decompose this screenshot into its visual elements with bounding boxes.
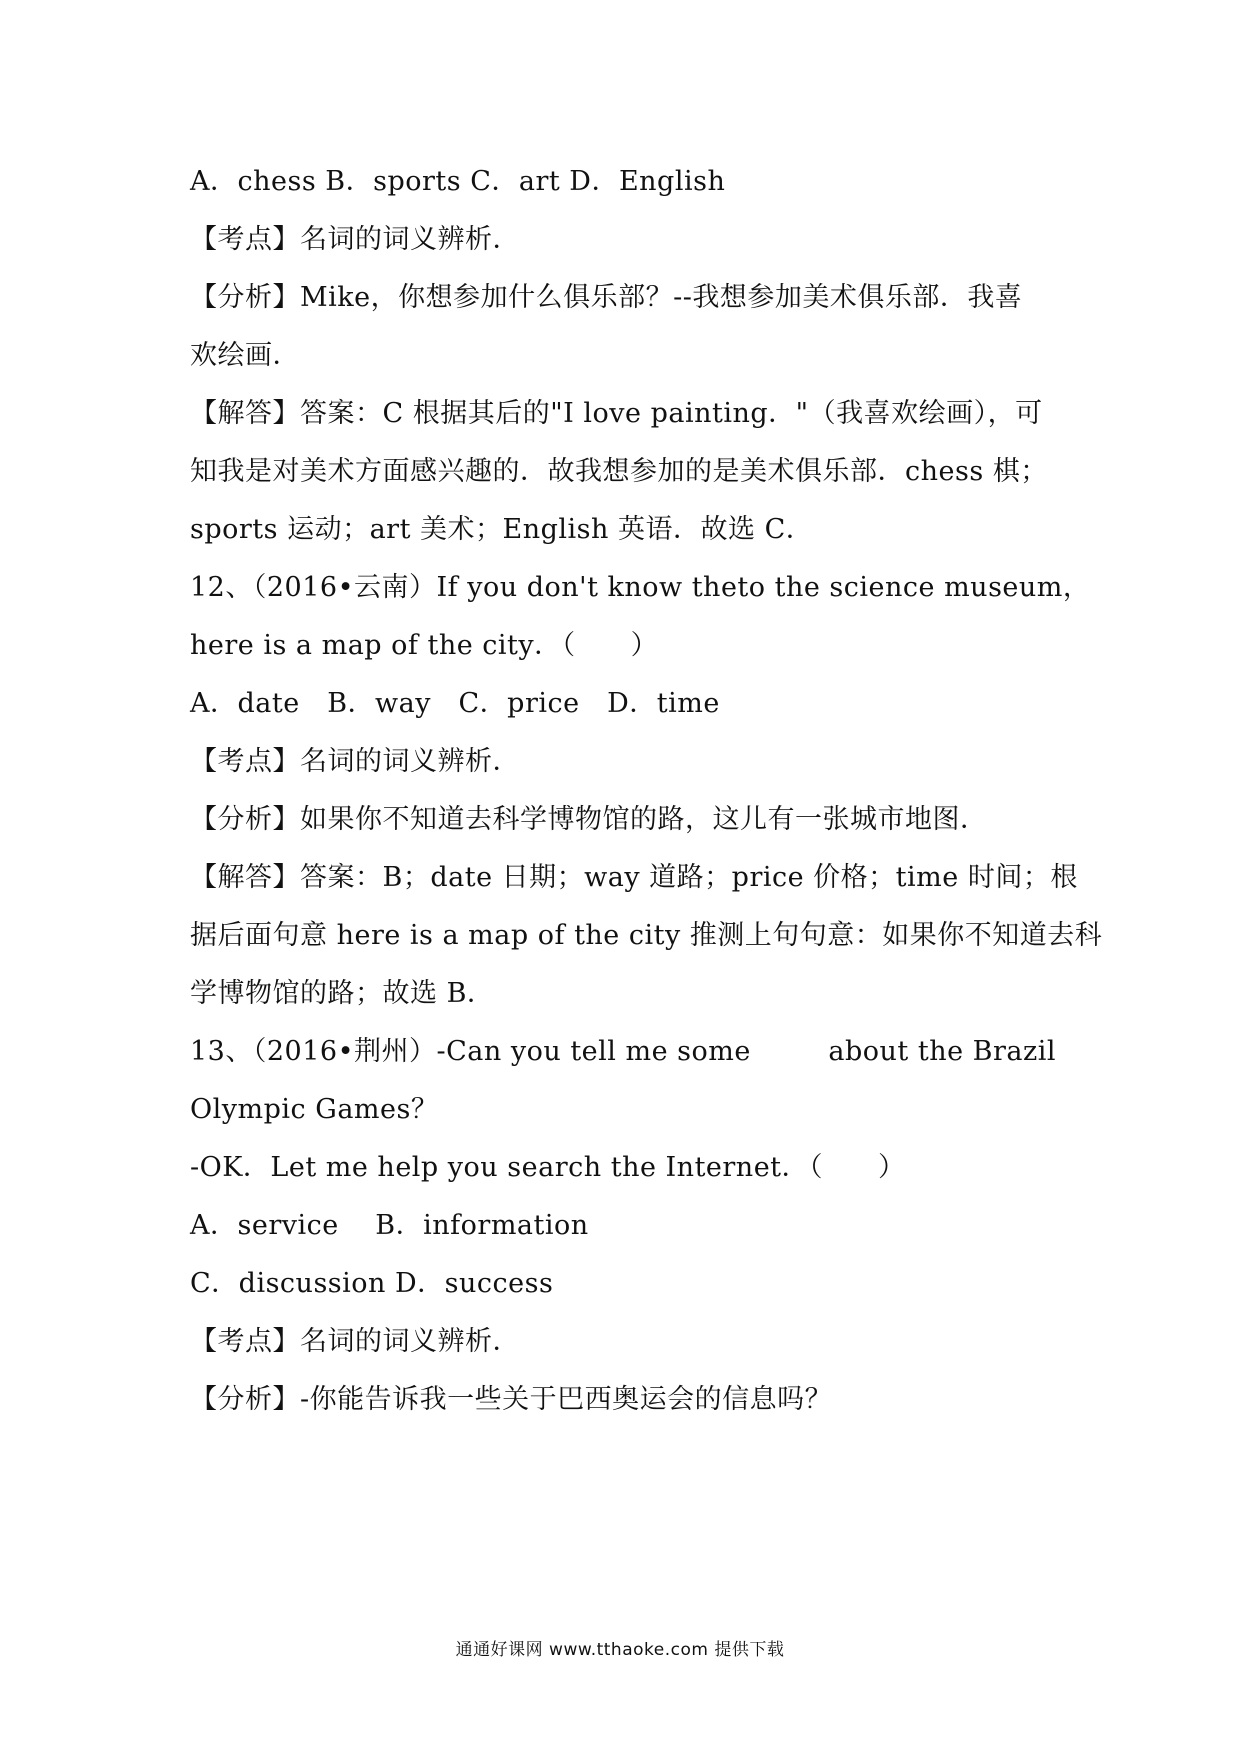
q12-jieda-line2: 据后面句意 here is a map of the city 推测上句句意：如果你不知道去科 xyxy=(190,920,1103,951)
q11-fenxi-line2: 欢绘画． xyxy=(190,340,300,371)
q12-stem-part2: to the science museum， xyxy=(737,572,1091,603)
q12-jieda-line1: 【解答】答案：B；date 日期；way 道路；price 价格；time 时间；根 xyxy=(190,862,1078,893)
page-footer: 通通好课网 www.tthaoke.com 提供下载 xyxy=(455,1640,785,1660)
q11-jieda-line3: sports 运动；art 美术；English 英语．故选 C． xyxy=(190,514,814,545)
q12-kaodian: 【考点】名词的词义辨析． xyxy=(190,746,520,777)
q11-kaodian: 【考点】名词的词义辨析． xyxy=(190,224,520,255)
q11-fenxi-line1: 【分析】Mike，你想参加什么俱乐部？--我想参加美术俱乐部．我喜 xyxy=(190,282,1023,313)
q12-stem-part1: 12、（2016•云南）If you don't know the xyxy=(190,572,738,603)
q12-jieda-line3: 学博物馆的路；故选 B． xyxy=(190,978,495,1009)
q13-kaodian: 【考点】名词的词义辨析． xyxy=(190,1326,520,1357)
q13-stem-line3: -OK．Let me help you search the Internet．（ ） xyxy=(190,1152,906,1183)
q13-stem-line2: Olympic Games？ xyxy=(190,1094,439,1125)
q13-stem-part1: 13、（2016•荆州）-Can you tell me some xyxy=(190,1036,751,1067)
q11-options: A．chess B．sports C．art D．English xyxy=(190,166,726,197)
q11-jieda-line2: 知我是对美术方面感兴趣的．故我想参加的是美术俱乐部．chess 棋； xyxy=(190,456,1048,487)
q12-stem-line1 xyxy=(190,570,1091,606)
q12-fenxi: 【分析】如果你不知道去科学博物馆的路，这儿有一张城市地图． xyxy=(190,804,988,835)
q12-options: A．date B．way C．price D．time xyxy=(190,688,720,719)
q11-jieda-line1: 【解答】答案：C 根据其后的"I love painting．"（我喜欢绘画），可 xyxy=(190,398,1043,429)
q13-stem-line1 xyxy=(190,1034,1056,1070)
q13-stem-part2: about the Brazil xyxy=(828,1036,1056,1067)
q12-stem-line2: here is a map of the city．（ ） xyxy=(190,630,659,661)
q13-fenxi: 【分析】-你能告诉我一些关于巴西奥运会的信息吗？ xyxy=(190,1384,833,1415)
q13-options-line2: C．discussion D．success xyxy=(190,1268,554,1299)
q13-options-line1: A．service B．information xyxy=(190,1210,589,1241)
